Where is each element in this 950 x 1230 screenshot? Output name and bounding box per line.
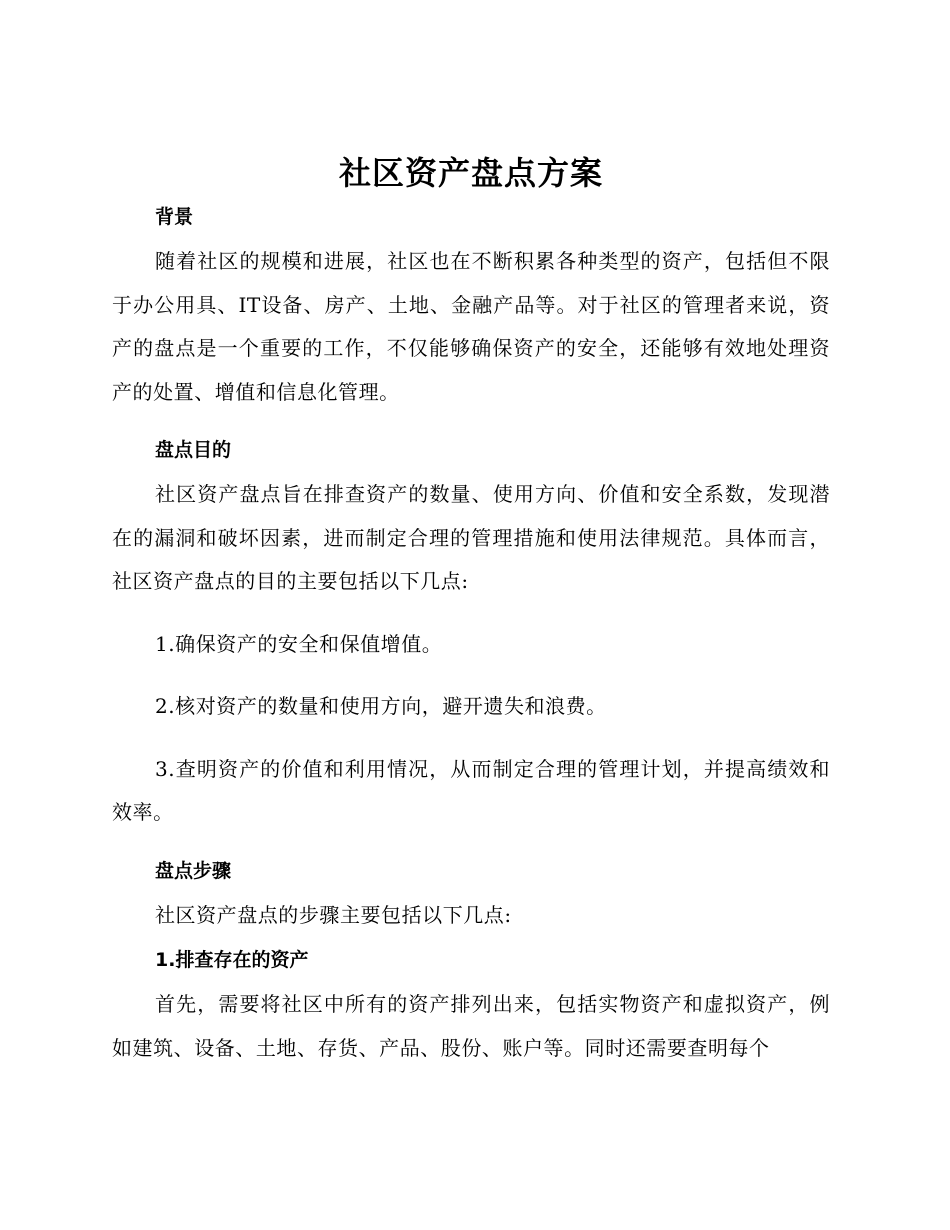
document-body <box>112 147 830 1070</box>
list-item-purpose-2: 2.核对资产的数量和使用方向，避开遗失和浪费。 <box>155 694 607 718</box>
document-title: 社区资产盘点方案 <box>338 154 603 192</box>
paragraph-steps-intro: 社区资产盘点的步骤主要包括以下几点: <box>155 902 512 927</box>
subheading-step-1: 1.排查存在的资产 <box>155 949 309 971</box>
paragraph-step-1: 首先，需要将社区中所有的资产排列出来，包括实物资产和虚拟资产，例如建筑、设备、土地、存货、产品、股份、账户等。同时还需要查明每个 <box>112 992 830 1060</box>
section-heading-steps: 盘点步骤 <box>155 859 232 882</box>
paragraph-purpose: 社区资产盘点旨在排查资产的数量、使用方向、价值和安全系数，发现潜在的漏洞和破坏因素，进而制定合理的管理措施和使用法律规范。具体而言，社区资产盘点的目的主要包括以下几点: <box>112 482 830 593</box>
list-item-purpose-3: 3.查明资产的价值和利用情况，从而制定合理的管理计划，并提高绩效和效率。 <box>112 756 830 824</box>
paragraph-background: 随着社区的规模和进展，社区也在不断积累各种类型的资产，包括但不限于办公用具、IT设备、房产、土地、金融产品等。对于社区的管理者来说，资产的盘点是一个重要的工作，不仅能够确保资产的安全，还能够有效地处理资产的处置、增值和信息化管理。 <box>112 249 830 404</box>
list-item-purpose-1: 1.确保资产的安全和保值增值。 <box>155 631 443 656</box>
section-heading-background: 背景 <box>155 206 194 228</box>
section-heading-purpose: 盘点目的 <box>155 439 232 461</box>
